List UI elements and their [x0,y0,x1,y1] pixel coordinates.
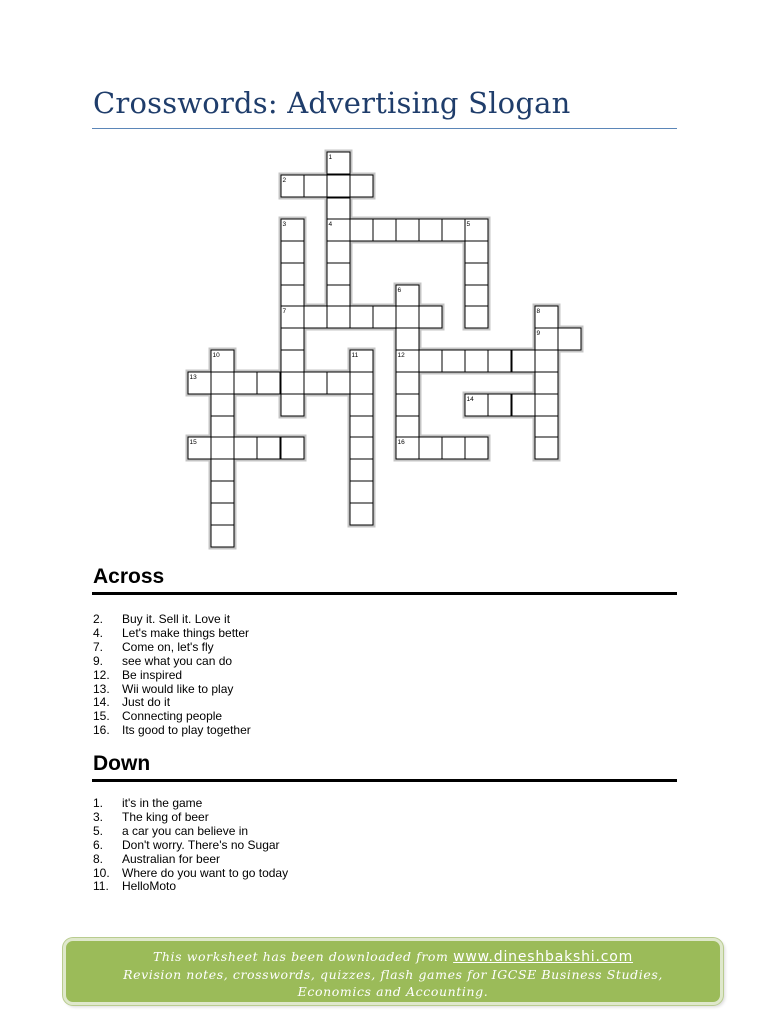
grid-cell[interactable] [304,372,327,394]
grid-cell[interactable] [419,219,442,241]
clue-text: Don't worry. There's no Sugar [122,837,280,852]
clue-number-label: 15 [189,439,197,446]
clue-number: 8. [93,851,104,866]
grid-cell[interactable] [350,306,373,328]
clue-text: Wii would like to play [122,681,234,696]
clue-number: 10. [93,865,110,880]
footer-website-link[interactable]: www.dineshbakshi.com [453,949,634,965]
grid-cell[interactable] [535,416,558,438]
clue-number-label: 1 [328,154,333,161]
grid-cell[interactable] [442,437,465,459]
grid-cell[interactable] [350,459,373,481]
grid-cell[interactable] [327,263,350,285]
grid-cell[interactable] [465,437,488,459]
clue-number-label: 3 [282,221,287,228]
grid-cell[interactable] [350,219,373,241]
grid-cell[interactable] [211,481,234,503]
grid-cell[interactable] [442,350,465,372]
grid-cell[interactable] [211,503,234,525]
grid-cell[interactable] [512,350,535,372]
clue-number: 12. [93,667,110,682]
grid-cell[interactable] [535,350,558,372]
clue-number-label: 14 [466,396,474,403]
grid-cell[interactable] [419,437,442,459]
grid-cell[interactable] [488,394,511,416]
across-clue [93,641,251,655]
grid-cell[interactable] [488,350,511,372]
across-clue-list [93,613,251,738]
grid-cell[interactable] [373,219,396,241]
grid-cell[interactable] [211,416,234,438]
clue-number: 3. [93,809,104,824]
grid-cell[interactable] [465,285,488,307]
grid-cell[interactable] [350,437,373,459]
grid-cell[interactable] [396,328,419,350]
footer-line-1 [66,948,720,966]
across-clue [93,724,251,738]
clue-number: 5. [93,823,104,838]
across-clue [93,627,251,641]
grid-cell[interactable] [535,394,558,416]
grid-cell[interactable] [281,263,304,285]
clue-number: 2. [93,612,104,626]
grid-cell[interactable] [281,350,304,372]
grid-cell[interactable] [281,437,304,459]
clue-text: Australian for beer [122,851,221,866]
grid-cell[interactable] [327,241,350,263]
clue-number-label: 11 [351,352,359,359]
clue-number-label: 8 [536,308,541,315]
clue-text: Where do you want to go today [122,865,289,880]
grid-cell[interactable] [281,328,304,350]
down-clue [93,853,288,867]
clue-number: 9. [93,653,104,668]
across-divider [92,592,677,595]
clue-text: Come on, let's fly [122,639,214,654]
clue-number-label: 4 [328,221,333,228]
grid-cell[interactable] [465,241,488,263]
grid-cell[interactable] [211,525,234,547]
clue-text: Buy it. Sell it. Love it [122,612,231,626]
clue-number: 13. [93,681,110,696]
clue-number-label: 2 [282,177,287,184]
across-heading: Across [93,565,165,588]
grid-cell[interactable] [211,394,234,416]
down-clue [93,797,288,811]
grid-cell[interactable] [419,306,442,328]
clue-number-label: 6 [397,287,402,294]
clue-text: HelloMoto [122,879,177,894]
across-clue [93,696,251,710]
grid-cell[interactable] [373,306,396,328]
grid-cell[interactable] [350,372,373,394]
grid-cell[interactable] [396,416,419,438]
grid-cell[interactable] [281,372,304,394]
grid-cell[interactable] [281,285,304,307]
across-clue [93,613,251,627]
down-heading: Down [93,752,151,775]
grid-cell[interactable] [327,198,350,220]
footer-line-3: Economics and Accounting. [297,984,489,999]
across-clue [93,669,251,683]
down-divider [92,779,677,782]
clue-text: Let's make things better [122,625,250,640]
grid-cell[interactable] [512,394,535,416]
down-clue [93,867,288,881]
down-clue [93,880,288,894]
grid-cell[interactable] [257,372,280,394]
grid-cell[interactable] [396,372,419,394]
clue-number-label: 16 [397,439,405,446]
down-clue [93,825,288,839]
clue-number-label: 13 [189,374,197,381]
grid-cell[interactable] [281,241,304,263]
down-clue-list [93,797,288,894]
grid-cell[interactable] [327,285,350,307]
grid-cell[interactable] [396,306,419,328]
down-clue [93,839,288,853]
grid-cell[interactable] [558,328,581,350]
grid-cell[interactable] [350,503,373,525]
grid-cell[interactable] [281,394,304,416]
clue-text: Just do it [122,695,171,710]
across-clue [93,710,251,724]
grid-cell[interactable] [234,372,257,394]
clue-number: 1. [93,796,104,810]
clue-text: Be inspired [122,667,183,682]
across-clue [93,655,251,669]
footer-line-2: Revision notes, crosswords, quizzes, flash games for IGCSE Business Studies, [123,967,663,982]
grid-cell[interactable] [350,416,373,438]
grid-cell[interactable] [211,459,234,481]
clue-number-label: 5 [466,221,471,228]
grid-cell[interactable] [257,437,280,459]
grid-cell[interactable] [465,306,488,328]
clue-text: Its good to play together [122,723,251,738]
down-clue [93,811,288,825]
clue-number: 15. [93,709,110,724]
footer-banner [63,938,723,1005]
clue-number: 7. [93,639,104,654]
clue-number: 14. [93,695,110,710]
clue-number-label: 12 [397,352,405,359]
grid-cell[interactable] [350,481,373,503]
grid-cell[interactable] [327,372,350,394]
clue-text: a car you can believe in [122,823,249,838]
grid-cell[interactable] [350,175,373,197]
grid-cell[interactable] [396,394,419,416]
clue-number: 6. [93,837,104,852]
page-title: Crosswords: Advertising Slogan [93,86,571,120]
grid-cell[interactable] [465,350,488,372]
grid-cell[interactable] [234,437,257,459]
clue-text: it's in the game [122,796,203,810]
grid-cell[interactable] [419,350,442,372]
clue-number: 16. [93,723,110,738]
grid-cell[interactable] [211,372,234,394]
clue-number-label: 7 [282,308,287,315]
grid-cell[interactable] [327,175,350,197]
grid-cell[interactable] [442,219,465,241]
grid-cell[interactable] [396,219,419,241]
footer-download-text: This worksheet has been downloaded from [152,949,454,964]
clue-number: 11. [93,879,109,894]
clue-text: see what you can do [122,653,233,668]
across-clue [93,683,251,697]
grid-cell[interactable] [211,437,234,459]
clue-text: Connecting people [122,709,223,724]
grid-cell[interactable] [350,394,373,416]
grid-cell[interactable] [327,306,350,328]
clue-number-label: 10 [212,352,220,359]
grid-cell[interactable] [304,306,327,328]
clue-text: The king of beer [122,809,209,824]
grid-cell[interactable] [535,372,558,394]
grid-cell[interactable] [304,175,327,197]
clue-number: 4. [93,625,104,640]
grid-cell[interactable] [535,437,558,459]
clue-number-label: 9 [536,330,541,337]
grid-cell[interactable] [465,263,488,285]
